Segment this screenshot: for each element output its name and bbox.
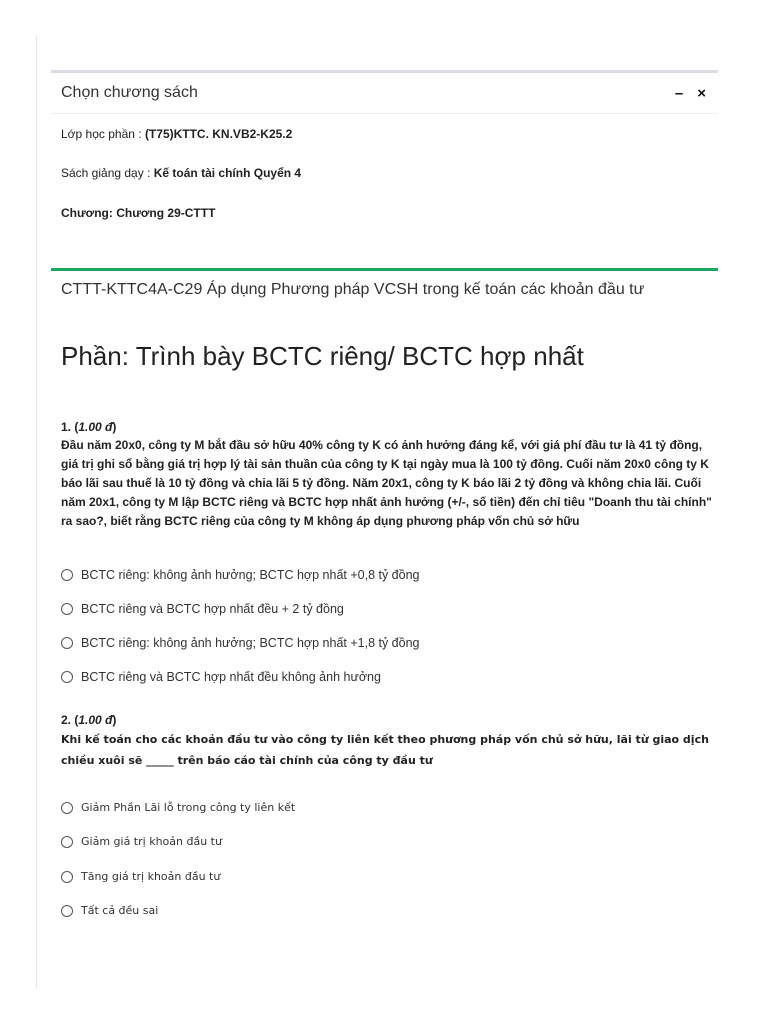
option-label: BCTC riêng: không ảnh hưởng; BCTC hợp nhất +1,8 tỷ đồng: [81, 636, 420, 650]
radio-button[interactable]: [61, 871, 73, 883]
book-value: Kế toán tài chính Quyển 4: [153, 166, 302, 180]
chapter-info: Chương: Chương 29-CTTT: [61, 206, 216, 220]
class-value: (T75)KTTC. KN.VB2-K25.2: [144, 127, 293, 141]
class-label: Lớp học phần :: [61, 127, 145, 141]
radio-button[interactable]: [61, 671, 73, 683]
question-points: 1.00 đ: [78, 713, 113, 727]
answer-option[interactable]: [61, 568, 420, 582]
option-label: BCTC riêng và BCTC hợp nhất đều + 2 tỷ đồng: [81, 602, 344, 616]
question-1: [61, 420, 715, 531]
radio-button[interactable]: [61, 836, 73, 848]
answer-option[interactable]: [61, 801, 295, 814]
question-2: [61, 713, 715, 771]
class-info: [61, 127, 292, 141]
chapter-select-panel: [51, 70, 718, 220]
answer-option[interactable]: [61, 670, 381, 684]
exam-section: [51, 268, 718, 371]
question-text: Đầu năm 20x0, công ty M bắt đầu sở hữu 40% công ty K có ảnh hưởng đáng kể, với giá phí đầu tư là 41 tỷ đồng, giá trị ghi sổ bằng giá trị hợp lý tài sản thuần của công ty K tại ngày mua là 100 tỷ đồng. Cuối năm 20x0 công ty K báo lãi sau thuế là 10 tỷ đồng và chia lãi 5 tỷ đồng. Năm 20x1, công ty K báo lãi 2 tỷ đồng và không chia lãi. Cuối năm 20x1, công ty M lập BCTC riêng và BCTC hợp nhất ảnh hưởng (+/-, số tiền) đến chỉ tiêu "Doanh thu tài chính" ra sao?, biết rằng BCTC riêng của công ty M không áp dụng phương pháp vốn chủ sở hữu: [61, 438, 712, 528]
answer-option[interactable]: [61, 904, 158, 917]
question-points: 1.00 đ: [78, 420, 113, 434]
panel-title: Chọn chương sách: [61, 84, 198, 101]
panel-header: [51, 73, 718, 114]
option-label: Giảm giá trị khoản đầu tư: [81, 835, 222, 848]
question-number: 1. (1.00 đ): [61, 420, 117, 434]
left-divider: [36, 36, 37, 988]
exam-title: CTTT-KTTC4A-C29 Áp dụng Phương pháp VCSH trong kế toán các khoản đầu tư: [61, 281, 645, 298]
option-label: Giảm Phần Lãi lỗ trong công ty liên kết: [81, 801, 296, 814]
book-info: [61, 166, 301, 180]
option-label: BCTC riêng: không ảnh hưởng; BCTC hợp nhất +0,8 tỷ đồng: [81, 568, 420, 582]
answer-option[interactable]: [61, 602, 344, 616]
radio-button[interactable]: [61, 905, 73, 917]
question-text: Khi kế toán cho các khoản đầu tư vào công ty liên kết theo phương pháp vốn chủ sở hữu, lãi từ giao dịch chiều xuôi sẽ _____ trên báo cáo tài chính của công ty đầu tư: [61, 733, 709, 767]
radio-button[interactable]: [61, 569, 73, 581]
option-label: Tăng giá trị khoản đầu tư: [81, 870, 221, 883]
close-icon[interactable]: ×: [697, 84, 706, 102]
part-title: Phần: Trình bày BCTC riêng/ BCTC hợp nhất: [61, 341, 584, 371]
option-label: BCTC riêng và BCTC hợp nhất đều không ảnh hưởng: [81, 670, 381, 684]
radio-button[interactable]: [61, 637, 73, 649]
radio-button[interactable]: [61, 802, 73, 814]
option-label: Tất cả đều sai: [81, 904, 159, 917]
book-label: Sách giảng dạy :: [61, 166, 154, 180]
minimize-icon[interactable]: –: [674, 84, 684, 102]
answer-option[interactable]: [61, 870, 220, 883]
answer-option[interactable]: [61, 835, 222, 848]
radio-button[interactable]: [61, 603, 73, 615]
question-number: 2. (1.00 đ): [61, 713, 117, 727]
answer-option[interactable]: [61, 636, 420, 650]
